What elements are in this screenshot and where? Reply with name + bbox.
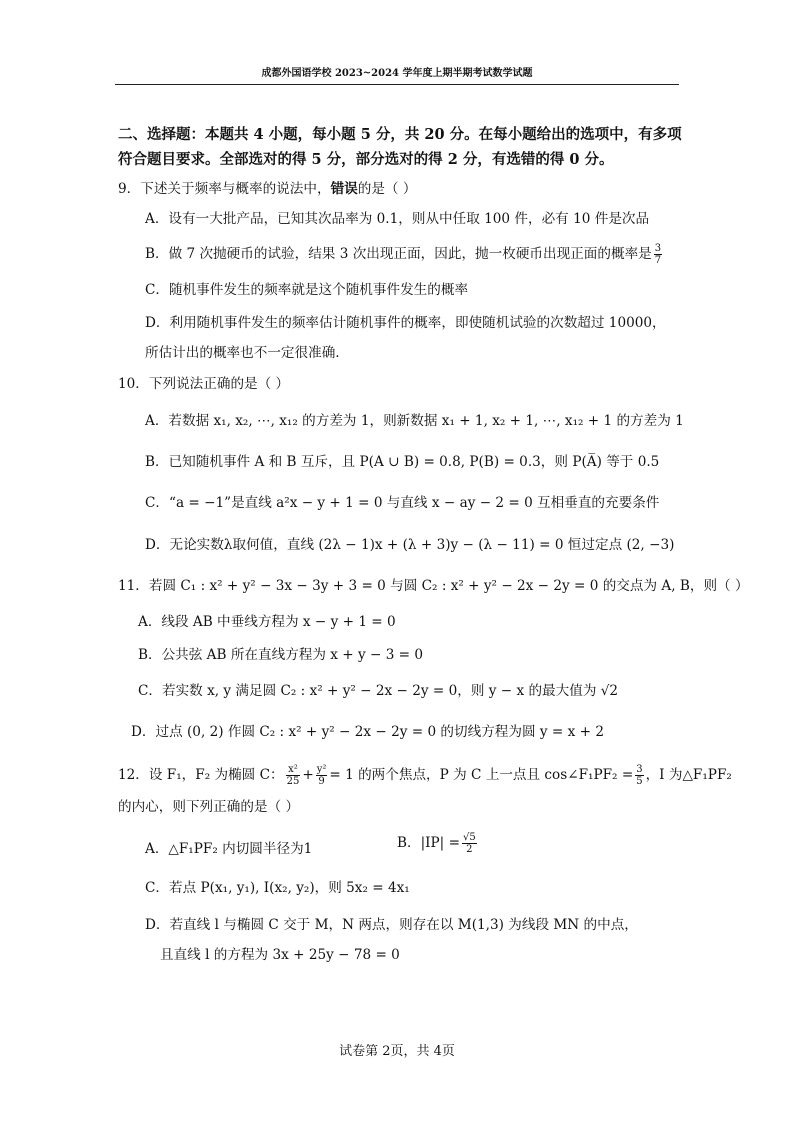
q11-stem: 11．若圆 C₁ : x² + y² − 3x − 3y + 3 = 0 与圆 C₂ : x² + y² − 2x − 2y = 0 的交点为 A, B，则（ ） — [118, 578, 749, 594]
q9-option-d-line2: 所估计出的概率也不一定很准确. — [145, 345, 340, 361]
q9-option-c: C．随机事件发生的频率就是这个随机事件发生的概率 — [145, 282, 469, 298]
page-header: 成都外国语学校 2023~2024 学年度上期半期考试数学试题 — [115, 64, 679, 85]
q12-y-fraction: $\frac{\text{y²}}{9}$ — [316, 764, 327, 787]
q10-option-d: D．无论实数λ取何值，直线 (2λ − 1)x + (λ + 3)y − (λ − 11) = 0 恒过定点 (2, −3) — [145, 537, 675, 553]
q11-option-b: B．公共弦 AB 所在直线方程为 x + y − 3 = 0 — [138, 647, 424, 663]
q9-b-fraction: $\frac{3}{7}$ — [654, 243, 662, 266]
q12-x-fraction: $\frac{\text{x²}}{25}$ — [286, 764, 300, 787]
q9-option-a: A．设有一大批产品，已知其次品率为 0.1，则从中任取 100 件，必有 10 件是次品 — [145, 211, 650, 227]
q9-option-d-line1: D．利用随机事件发生的频率估计随机事件的概率，即使随机试验的次数超过 10000， — [145, 315, 666, 331]
q10-option-a: A．若数据 x₁, x₂, ⋯, x₁₂ 的方差为 1，则新数据 x₁ + 1, x₂ + 1, ⋯, x₁₂ + 1 的方差为 1 — [145, 413, 684, 429]
q12-option-a: A．△F₁PF₂ 内切圆半径为1 — [145, 841, 313, 857]
q12-b-fraction: $\frac{√5}{2}$ — [462, 832, 476, 855]
q12-option-b: B．|IP| = $\frac{√5}{2}$ — [397, 832, 476, 855]
q10-option-c: C．“a = −1”是直线 a²x − y + 1 = 0 与直线 x − ay − 2 = 0 互相垂直的充要条件 — [145, 495, 660, 511]
q12-option-d-line2: 且直线 l 的方程为 3x + 25y − 78 = 0 — [160, 947, 400, 963]
q12-option-c: C．若点 P(x₁, y₁), I(x₂, y₂)，则 5x₂ = 4x₁ — [145, 880, 410, 896]
q11-option-d: D．过点 (0, 2) 作圆 C₂ : x² + y² − 2x − 2y = 0 的切线方程为圆 y = x + 2 — [131, 724, 604, 740]
q11-option-c: C．若实数 x, y 满足圆 C₂ : x² + y² − 2x − 2y = 0，则 y − x 的最大值为 √2 — [138, 683, 619, 699]
q9-stem: 9．下述关于频率与概率的说法中，错误的是（ ） — [118, 181, 417, 197]
q9-option-b: B．做 7 次抛硬币的试验，结果 3 次出现正面，因此，抛一枚硬币出现正面的概率是 $\frac{3}{7}$ — [145, 243, 662, 266]
q10-option-b: B．已知随机事件 A 和 B 互斥，且 P(A ∪ B) = 0.8, P(B) = 0.3，则 P(A̅) 等于 0.5 — [145, 454, 660, 470]
q11-option-a: A．线段 AB 中垂线方程为 x − y + 1 = 0 — [138, 614, 396, 630]
section-title: 二、选择题：本题共 4 小题，每小题 5 分，共 20 分。在每小题给出的选项中，有多项符合题目要求。全部选对的得 5 分，部分选对的得 2 分，有选错的得 0 分。 — [118, 126, 682, 168]
q12-option-d-line1: D．若直线 l 与椭圆 C 交于 M，N 两点，则存在以 M(1,3) 为线段 MN 的中点， — [145, 917, 638, 933]
q10-stem: 10．下列说法正确的是（ ） — [118, 376, 290, 392]
q12-cos-fraction: $\frac{3}{5}$ — [636, 764, 643, 787]
page-footer: 试卷第 2页，共 4页 — [339, 1044, 455, 1059]
q12-stem-line2: 的内心，则下列正确的是（ ） — [118, 799, 300, 815]
q12-stem-line1: 12．设 F₁，F₂ 为椭圆 C： $\frac{\text{x²}}{25}$ + $\frac{\text{y²}}{9}$ = 1 的两个焦点，P 为 C 上一点且 cos∠F₁PF₂ = $\frac{3}{5}$ ，I 为△F₁PF₂ — [118, 764, 732, 787]
